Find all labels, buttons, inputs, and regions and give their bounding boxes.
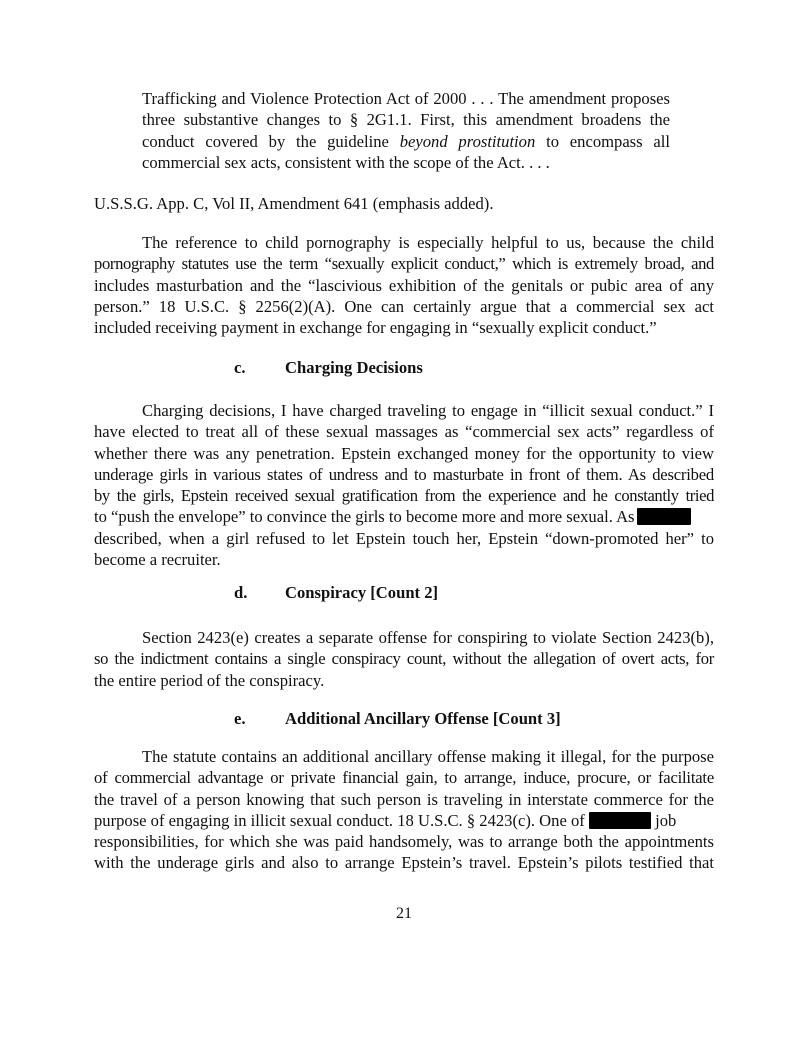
section-c-letter: c. — [234, 358, 246, 377]
redaction-box — [589, 812, 651, 829]
paragraph-line: pornography statutes use the term “sexually explicit conduct,” which is extremely broad, and — [94, 254, 714, 274]
paragraph-line: The reference to child pornography is especially helpful to us, because the child — [142, 233, 714, 252]
quote-line — [142, 131, 670, 152]
paragraph-line: underage girls in various states of undress and to masturbate in front of them. As described — [94, 464, 714, 484]
paragraph-line: person.” 18 U.S.C. § 2256(2)(A). One can certainly argue that a commercial sex act — [94, 296, 714, 316]
paragraph-line: described, when a girl refused to let Epstein touch her, Epstein “down-promoted her” to — [94, 528, 714, 548]
quote-line: commercial sex acts, consistent with the scope of the Act. . . . — [142, 152, 550, 172]
quote-text: to encompass all — [546, 131, 670, 151]
paragraph-line: responsibilities, for which she was paid handsomely, was to arrange both the appointments — [94, 832, 714, 852]
paragraph-line: Section 2423(e) creates a separate offense for conspiring to violate Section 2423(b), — [142, 628, 714, 647]
paragraph-line: Charging decisions, I have charged traveling to engage in “illicit sexual conduct.” I — [142, 401, 714, 420]
paragraph-line: by the girls, Epstein received sexual gratification from the experience and he constantly tried — [94, 486, 714, 506]
paragraph-line: whether there was any penetration. Epstein exchanged money for the opportunity to view — [94, 443, 714, 463]
quote-text: conduct covered by the guideline — [142, 131, 389, 151]
paragraph-line: become a recruiter. — [94, 550, 221, 570]
paragraph-line: with the underage girls and also to arrange Epstein’s travel. Epstein’s pilots testified that — [94, 853, 714, 873]
paragraph-line — [94, 810, 714, 831]
paragraph-line: of commercial advantage or private financial gain, to arrange, induce, procure, or facilitate — [94, 768, 714, 788]
paragraph-line: so the indictment contains a single conspiracy count, without the allegation of overt acts, for — [94, 649, 714, 669]
paragraph-child-pornography — [94, 232, 714, 338]
paragraph-text: to “push the envelope” to convince the girls to become more and more sexual. As — [94, 507, 635, 527]
paragraph-line: the entire period of the conspiracy. — [94, 670, 325, 690]
block-quote — [142, 88, 670, 173]
quote-emphasis: beyond prostitution — [399, 131, 536, 151]
paragraph-ancillary-offense — [94, 746, 714, 874]
paragraph-line: the travel of a person knowing that such person is traveling in interstate commerce for the — [94, 789, 714, 809]
paragraph-charging-decisions — [94, 400, 714, 570]
paragraph-conspiracy — [94, 627, 714, 691]
paragraph-text: job — [655, 810, 677, 830]
section-c-title: Charging Decisions — [285, 358, 423, 377]
paragraph-text: purpose of engaging in illicit sexual conduct. 18 U.S.C. § 2423(c). One of — [94, 810, 585, 830]
citation-text: U.S.S.G. App. C, Vol II, Amendment 641 (emphasis added). — [94, 194, 494, 213]
quote-line: three substantive changes to § 2G1.1. First, this amendment broadens the — [142, 110, 670, 130]
page-number: 21 — [396, 905, 412, 922]
section-e-title: Additional Ancillary Offense [Count 3] — [285, 709, 561, 728]
citation — [94, 193, 714, 214]
section-d-title: Conspiracy [Count 2] — [285, 583, 439, 602]
redaction-box — [637, 508, 691, 525]
paragraph-line: included receiving payment in exchange for engaging in “sexually explicit conduct.” — [94, 318, 657, 338]
paragraph-line: includes masturbation and the “lascivious exhibition of the genitals or pubic area of any — [94, 275, 714, 295]
paragraph-line: The statute contains an additional ancillary offense making it illegal, for the purpose — [142, 747, 714, 766]
section-d-letter: d. — [234, 583, 248, 602]
section-e-letter: e. — [234, 709, 246, 728]
paragraph-line — [94, 506, 714, 527]
quote-line: Trafficking and Violence Protection Act of 2000 . . . The amendment proposes — [142, 89, 670, 108]
paragraph-line: have elected to treat all of these sexual massages as “commercial sex acts” regardless of — [94, 422, 714, 442]
